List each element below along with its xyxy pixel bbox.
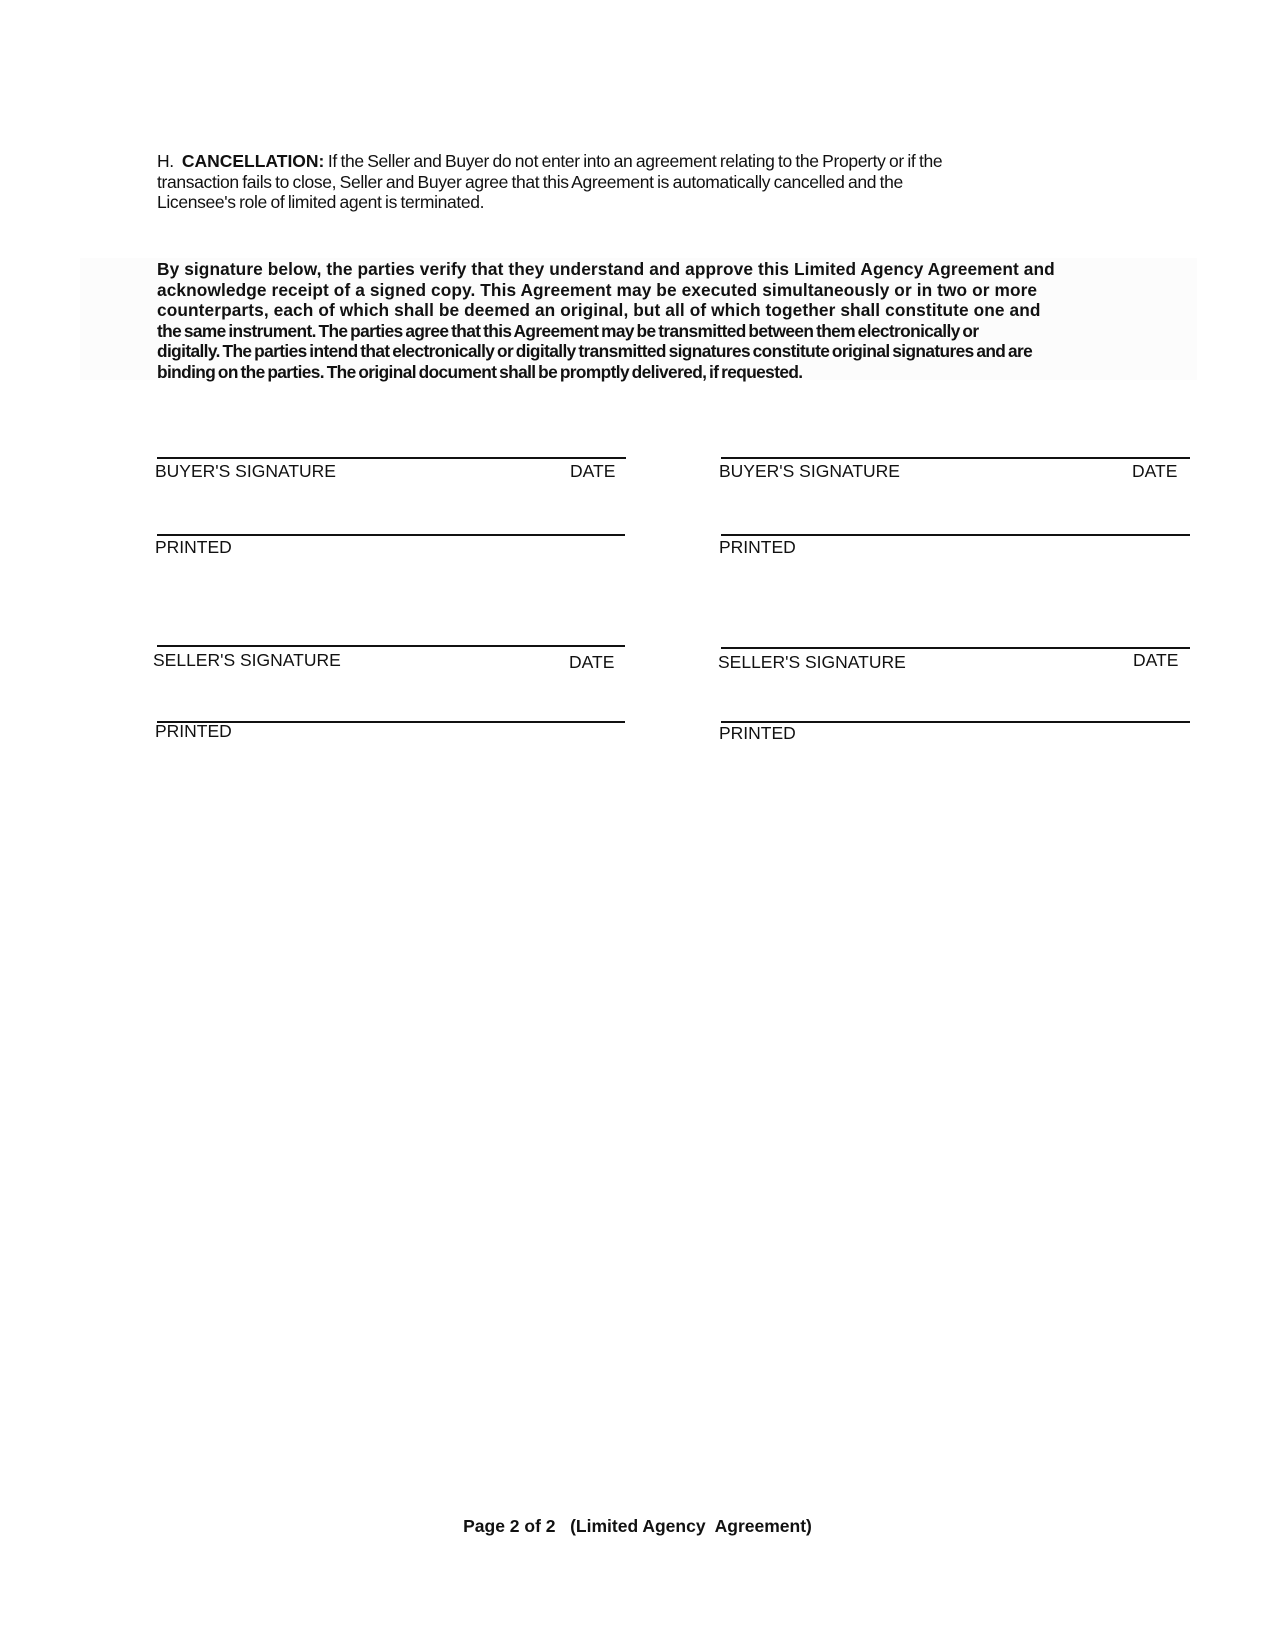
seller-printed-label-left: PRINTED — [155, 721, 232, 741]
buyer-printed-label-left: PRINTED — [155, 537, 232, 557]
acknowledgement-line-2: acknowledge receipt of a signed copy. This Agreement may be executed simultaneously or in two or more — [157, 279, 1038, 300]
buyer-signature-label-left: BUYER'S SIGNATURE — [155, 461, 336, 481]
buyer-signature-line-right[interactable] — [721, 457, 1190, 459]
acknowledgement-line-3: counterparts, each of which shall be deemed an original, but all of which together shall constitute one and — [157, 300, 1041, 320]
buyer-date-label-left: DATE — [570, 461, 616, 481]
seller-date-label-left: DATE — [569, 652, 615, 672]
buyer-printed-line-right[interactable] — [721, 534, 1190, 536]
buyer-signature-line-left[interactable] — [157, 457, 626, 459]
acknowledgement-line-6: binding on the parties. The original document shall be promptly delivered, if requested. — [157, 361, 803, 382]
section-heading: CANCELLATION: — [181, 151, 325, 171]
cancellation-clause — [157, 151, 1037, 213]
acknowledgement-line-4: the same instrument. The parties agree that this Agreement may be transmitted between them electronically or — [157, 320, 979, 341]
seller-signature-label-left: SELLER'S SIGNATURE — [153, 650, 341, 670]
buyer-date-label-right: DATE — [1132, 461, 1178, 481]
acknowledgement-paragraph — [157, 259, 1197, 382]
seller-signature-line-left[interactable] — [157, 645, 625, 647]
acknowledgement-line-5: digitally. The parties intend that electronically or digitally transmitted signatures constitute original signatures and are — [157, 341, 1033, 361]
buyer-printed-label-right: PRINTED — [719, 537, 796, 557]
seller-date-label-right: DATE — [1133, 650, 1179, 670]
cancellation-line-2: transaction fails to close, Seller and Buyer agree that this Agreement is automatically cancelled and the — [157, 171, 903, 192]
section-letter: H. — [157, 151, 174, 171]
cancellation-line-1 — [157, 151, 1037, 172]
seller-printed-label-right: PRINTED — [719, 723, 796, 743]
acknowledgement-line-1: By signature below, the parties verify that they understand and approve this Limited Agency Agreement and — [157, 259, 1055, 279]
page-footer: Page 2 of 2 (Limited Agency Agreement) — [463, 1516, 812, 1536]
seller-signature-line-right[interactable] — [721, 647, 1190, 649]
cancellation-line-3: Licensee's role of limited agent is terminated. — [157, 192, 485, 212]
cancellation-text-1: If the Seller and Buyer do not enter into an agreement relating to the Property or if the — [327, 151, 943, 171]
seller-signature-label-right: SELLER'S SIGNATURE — [718, 652, 906, 672]
buyer-signature-label-right: BUYER'S SIGNATURE — [719, 461, 900, 481]
buyer-printed-line-left[interactable] — [157, 534, 625, 536]
